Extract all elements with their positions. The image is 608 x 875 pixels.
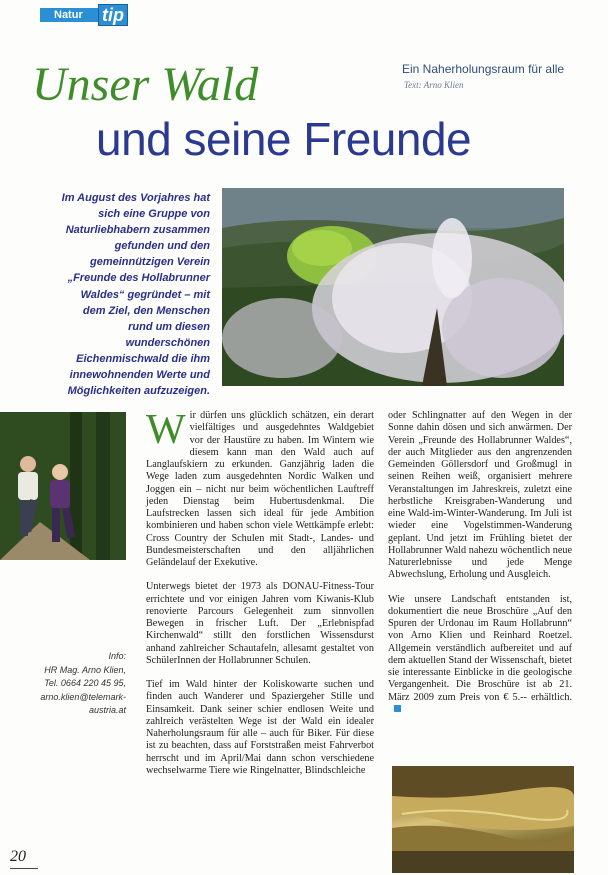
title-line-1: Unser Wald	[32, 58, 259, 111]
title-line-2: und seine Freunde	[96, 113, 472, 165]
info-box	[20, 650, 126, 718]
info-label: Info:	[108, 651, 126, 661]
paragraph-1	[146, 407, 374, 569]
paragraph-5	[388, 594, 572, 717]
article-column-1	[146, 407, 374, 777]
article-subtitle: Ein Naherholungsraum für alle	[402, 62, 565, 76]
paragraph-4: oder Schlingnatter auf den Wegen in der Sonne dahin dösen und sich anwärmen. Der Verein „Freunde des Hollabrunner Waldes“, der auch Mitglieder aus den angrenzenden Gemeinden Göllersdorf und Großmugl in seinen Reihen weiß, organisiert mehrere Veranstaltungen im Jahreskreis, zuletzt eine herbstliche Kreisgraben-Wanderung und eine Wald-im-Winter-Wanderung. Im Juli ist wieder eine Vogelstimmen-Wanderung geplant. Und jetzt im Frühling bietet der Hollabrunner Wald nahezu wöchentlich neue Naturerlebnisse und jede Menge Abwechslung, Erholung und Ausgleich.	[388, 410, 572, 581]
page-number-rule	[10, 868, 38, 869]
tree-photo-svg	[222, 188, 564, 386]
article-column-2	[388, 410, 572, 716]
paragraph-1-text: ir dürfen uns glücklich schätzen, ein derart vielfältiges und ausgedehntes Waldgebiet vor der Haustüre zu haben. Im Wintern wie diesem kann man den Wald auch auf Langlaufskiern zu erkunden. Ganzjährig laden die Wege laden zum ausgedehnten Nordic Walken und Joggen ein – nicht nur beim wöchentlichen Lauftreff jeden Dienstag beim Hubertusdenkmal. Die Laufstrecken lassen sich ideal für jede Ambition kombinieren und haben schon viele Wettkämpfe erlebt: Cross Country der Schulen mit Stadt-, Landes- und Bundesmeisterschaften und den alljährlichen Geländelauf der Exekutive.	[146, 410, 374, 568]
paragraph-3: Tief im Wald hinter der Koliskowarte suchen und finden auch Wanderer und Spaziergeher Stille und Einsamkeit. Dank seiner schier endlosen Weite und zahlreich verästelten Wege ist der Wald ein idealer Naherholungsraum für alle – auch für Biker. Für diese ist zu beachten, dass auf Forststraßen meist Fahrverbot herrscht und im April/Mai dann schon verschiedene wechselwarme Tiere wie Ringelnatter, Blindschleiche	[146, 679, 374, 776]
info-email-line-2: austria.at	[88, 705, 126, 715]
info-email-line-1: arno.klien@telemark-	[40, 691, 126, 702]
rock-photo-svg	[392, 766, 574, 873]
runners-photo-svg	[0, 412, 126, 560]
drop-cap: W	[146, 407, 186, 453]
article-byline: Text: Arno Klien	[404, 80, 464, 90]
tip-logo: tip	[98, 4, 128, 26]
info-name: HR Mag. Arno Klien,	[44, 664, 126, 675]
end-mark-icon	[394, 705, 401, 712]
info-phone: Tel. 0664 220 45 95,	[44, 678, 126, 688]
intro-paragraph: Im August des Vorjahres hat sich eine Gruppe von Naturliebhabern zusammen gefunden und den gemeinnützigen Verein „Freunde des Hollabrunner Waldes“ gegründet – mit dem Ziel, den Menschen rund um diesen wunderschönen Eichenmischwald die ihm innewohnenden Werte und Möglichkeiten aufzuzeigen.	[61, 192, 210, 398]
runners-photo	[0, 412, 126, 560]
paragraph-2: Unterwegs bietet der 1973 als DONAU-Fitness-Tour errichtete und vor einigen Jahren vom Kiwanis-Klub renovierte Parcours Gelegenheit zum sinnvollen Bewegen in frischer Luft. Der „Erlebnispfad Kirchenwald“ stillt den forstlichen Wissensdurst anhand zahlreicher Schautafeln, allesamt gestaltet von SchülerInnen der Hollabrunner Schulen.	[146, 581, 374, 666]
section-label: Natur	[54, 9, 83, 21]
blossoming-tree-photo	[222, 188, 564, 386]
page-number: 20	[10, 848, 26, 865]
rock-formation-photo	[392, 766, 574, 873]
paragraph-5-text: Wie unsere Landschaft entstanden ist, dokumentiert die neue Broschüre „Auf den Spuren der Urdonau im Raum Hollabrunn“ von Arno Klien und Reinhard Roetzel. Allgemein verständlich aufbereitet und auf dem aktuellen Stand der Wissenschaft, bietet sie interessante Einblicke in die geologische Vergangenheit. Die Broschüre ist ab 21. März 2009 zum Preis von € 5.-- erhältlich.	[388, 593, 572, 703]
